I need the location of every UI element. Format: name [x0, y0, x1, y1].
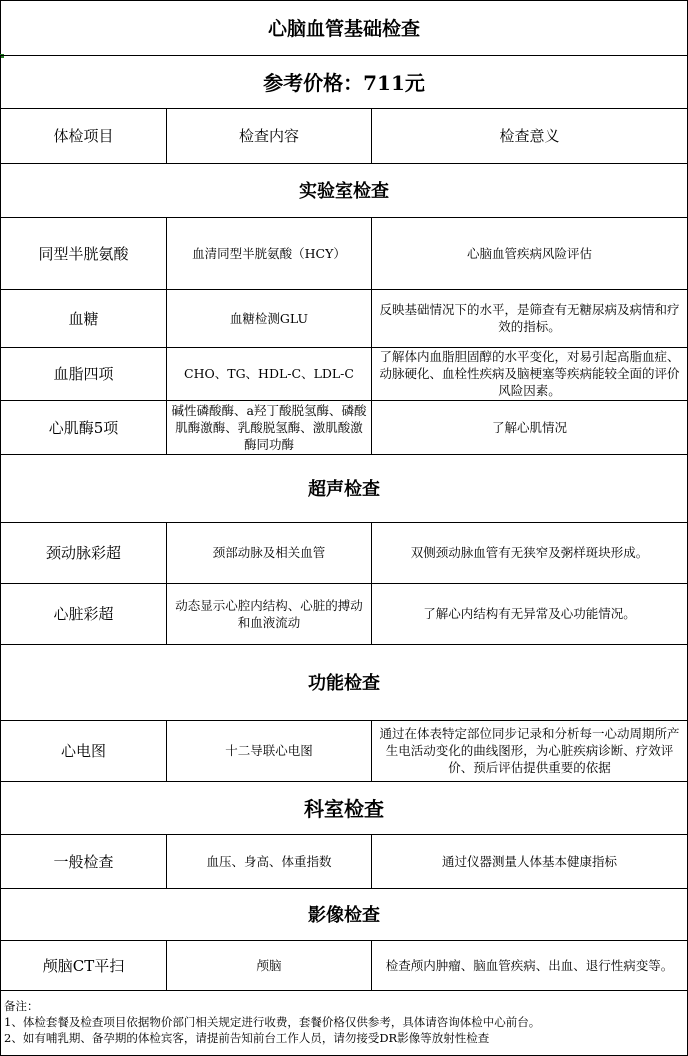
- item-name: 心肌酶5项: [0, 400, 166, 454]
- section-dept-row: [0, 781, 688, 834]
- grid-line: [0, 644, 688, 645]
- item-name: 颈动脉彩超: [0, 522, 166, 583]
- item-meaning: 了解体内血脂胆固醇的水平变化，对易引起高脂血症、动脉硬化、血栓性疾病及脑梗塞等疾病能较全面的评价风险因素。: [371, 347, 688, 400]
- item-content: CHO、TG、HDL-C、LDL-C: [166, 347, 371, 400]
- table-row: [0, 347, 688, 400]
- header-meaning: 检查意义: [371, 108, 688, 163]
- section-title-dept: 科室检查: [0, 781, 688, 834]
- notes-line-2: 2、如有哺乳期、备孕期的体检宾客，请提前告知前台工作人员，请勿接受DR影像等放射性检查: [4, 1031, 490, 1045]
- grid-line: [0, 55, 688, 56]
- table-row: [0, 217, 688, 289]
- grid-line: [0, 990, 688, 991]
- section-title-imaging: 影像检查: [0, 888, 688, 940]
- grid-line: [0, 400, 688, 401]
- grid-line: [0, 834, 688, 835]
- notes-line-1: 1、体检套餐及检查项目依据物价部门相关规定进行收费，套餐价格仅供参考，具体请咨询体检中心前台。: [4, 1015, 541, 1029]
- section-lab-row: [0, 163, 688, 217]
- grid-line: [0, 940, 688, 941]
- price-row: [0, 55, 688, 108]
- item-meaning: 通过在体表特定部位同步记录和分析每一心动周期所产生电活动变化的曲线图形，为心脏疾病诊断、疗效评价、预后评估提供重要的依据: [371, 720, 688, 781]
- section-function-row: [0, 644, 688, 720]
- item-content: 血糖检测GLU: [166, 289, 371, 347]
- table-row: [0, 289, 688, 347]
- item-meaning: 了解心肌情况: [371, 400, 688, 454]
- table-row: [0, 720, 688, 781]
- package-title: 心脑血管基础检查: [0, 0, 688, 55]
- header-content: 检查内容: [166, 108, 371, 163]
- grid-line: [0, 781, 688, 782]
- grid-line: [0, 108, 688, 109]
- table-row: [0, 400, 688, 454]
- item-name: 颅脑CT平扫: [0, 940, 166, 990]
- item-name: 血脂四项: [0, 347, 166, 400]
- table-row: [0, 583, 688, 644]
- item-content: 颅脑: [166, 940, 371, 990]
- item-name: 心电图: [0, 720, 166, 781]
- section-imaging-row: [0, 888, 688, 940]
- grid-line: [0, 289, 688, 290]
- grid-line: [0, 454, 688, 455]
- grid-line: [0, 888, 688, 889]
- table-row: [0, 940, 688, 990]
- section-ultrasound-row: [0, 454, 688, 522]
- item-meaning: 心脑血管疾病风险评估: [371, 217, 688, 289]
- price-label: 参考价格：711元: [0, 55, 688, 108]
- grid-line: [0, 720, 688, 721]
- item-content: 血压、身高、体重指数: [166, 834, 371, 888]
- grid-line: [0, 0, 688, 1]
- item-meaning: 通过仪器测量人体基本健康指标: [371, 834, 688, 888]
- item-meaning: 了解心内结构有无异常及心功能情况。: [371, 583, 688, 644]
- item-content: 碱性磷酸酶、a羟丁酸脱氢酶、磷酸肌酶激酶、乳酸脱氢酶、激肌酸激酶同功酶: [166, 400, 371, 454]
- item-content: 血清同型半胱氨酸（HCY）: [166, 217, 371, 289]
- section-title-ultrasound: 超声检查: [0, 454, 688, 522]
- header-item: 体检项目: [0, 108, 166, 163]
- item-name: 血糖: [0, 289, 166, 347]
- notes-label: 备注：: [4, 999, 39, 1013]
- item-meaning: 反映基础情况下的水平，是筛查有无糖尿病及病情和疗效的指标。: [371, 289, 688, 347]
- grid-line: [0, 522, 688, 523]
- grid-line: [0, 583, 688, 584]
- item-name: 同型半胱氨酸: [0, 217, 166, 289]
- item-content: 动态显示心腔内结构、心脏的搏动和血液流动: [166, 583, 371, 644]
- title-row: [0, 0, 688, 55]
- item-meaning: 检查颅内肿瘤、脑血管疾病、出血、退行性病变等。: [371, 940, 688, 990]
- item-content: 十二导联心电图: [166, 720, 371, 781]
- section-title-lab: 实验室检查: [0, 163, 688, 217]
- grid-line: [0, 217, 688, 218]
- notes-block: [0, 990, 688, 1056]
- table-row: [0, 834, 688, 888]
- grid-line: [0, 347, 688, 348]
- table-row: [0, 522, 688, 583]
- section-title-function: 功能检查: [0, 644, 688, 720]
- grid-line: [0, 163, 688, 164]
- column-header-row: [0, 108, 688, 163]
- item-name: 一般检查: [0, 834, 166, 888]
- item-name: 心脏彩超: [0, 583, 166, 644]
- item-meaning: 双侧颈动脉血管有无狭窄及粥样斑块形成。: [371, 522, 688, 583]
- item-content: 颈部动脉及相关血管: [166, 522, 371, 583]
